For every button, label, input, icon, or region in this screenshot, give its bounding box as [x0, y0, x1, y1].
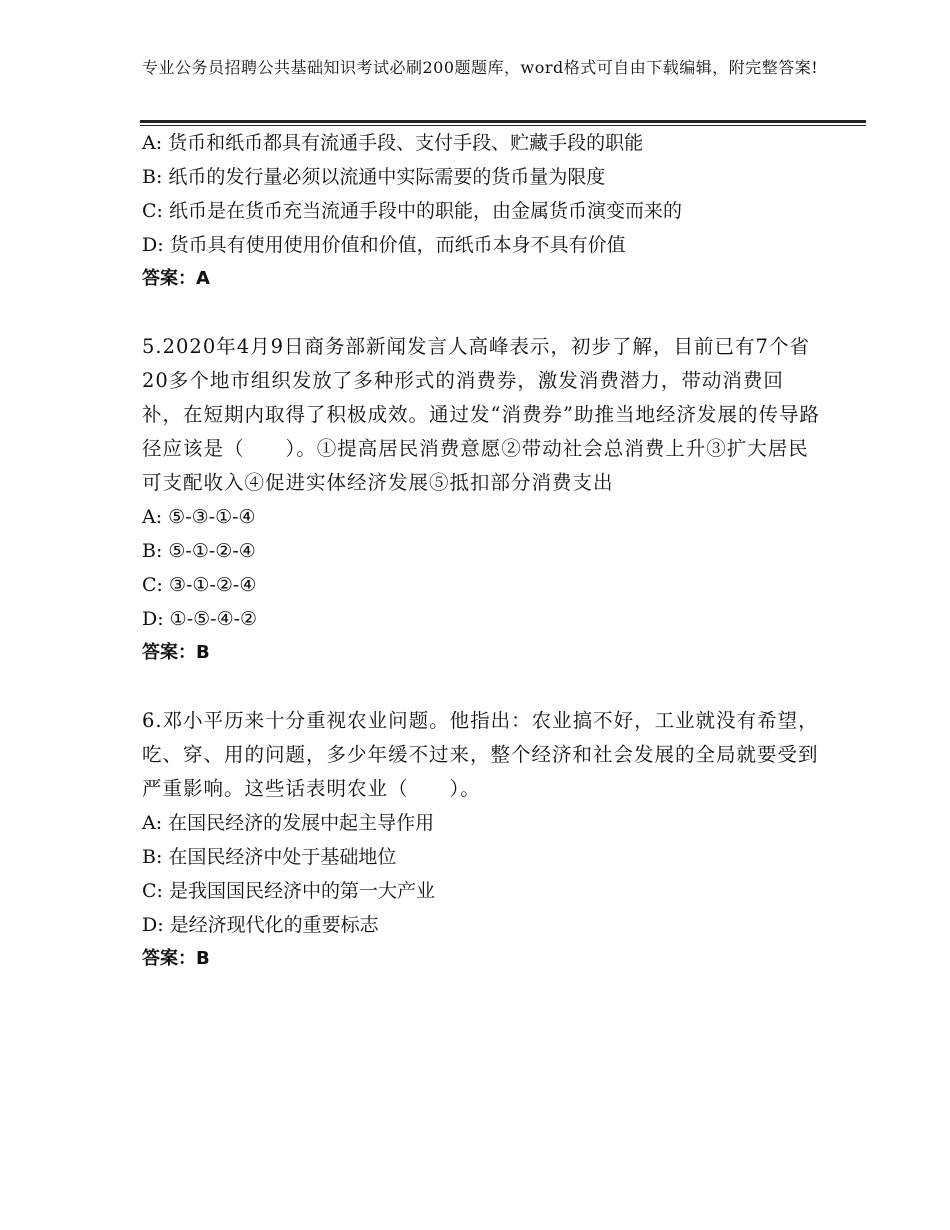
option-a: A: 货币和纸币都具有流通手段、支付手段、贮藏手段的职能 — [142, 132, 644, 154]
spacer — [142, 670, 822, 704]
option-d: D: 货币具有使用使用价值和价值，而纸币本身不具有价值 — [142, 234, 626, 256]
question-stem: 6.邓小平历来十分重视农业问题。他指出：农业搞不好，工业就没有希望，吃、穿、用的问题，多少年缓不过来，整个经济和社会发展的全局就要受到严重影响。这些话表明农业（ ）。 — [142, 709, 819, 800]
question-6 — [142, 704, 822, 976]
answer: 答案：B — [142, 948, 210, 969]
option-a: A: 在国民经济的发展中起主导作用 — [142, 812, 435, 834]
question-5 — [142, 330, 822, 670]
option-a: A: ⑤-③-①-④ — [142, 506, 256, 528]
option-c: C: 纸币是在货币充当流通手段中的职能，由金属货币演变而来的 — [142, 200, 682, 222]
option-d: D: 是经济现代化的重要标志 — [142, 914, 379, 936]
question-content — [142, 126, 822, 976]
header-divider-thick — [140, 120, 866, 123]
question-stem: 5.2020年4月9日商务部新闻发言人高峰表示，初步了解，目前已有7个省20多个地市组织发放了多种形式的消费券，激发消费潜力，带动消费回补，在短期内取得了积极成效。通过发“消费券”助推当地经济发展的传导路径应该是（ ）。①提高居民消费意愿②带动社会总消费上升③扩大居民可支配收入④促进实体经济发展⑤抵扣部分消费支出 — [142, 335, 820, 494]
option-b: B: 在国民经济中处于基础地位 — [142, 846, 397, 868]
spacer — [142, 296, 822, 330]
option-b: B: ⑤-①-②-④ — [142, 540, 256, 562]
option-c: C: 是我国国民经济中的第一大产业 — [142, 880, 435, 902]
answer: 答案：A — [142, 268, 210, 289]
answer: 答案：B — [142, 642, 210, 663]
option-c: C: ③-①-②-④ — [142, 574, 257, 596]
page-header: 专业公务员招聘公共基础知识考试必刷200题题库，word格式可自由下载编辑，附完整答案! — [142, 58, 819, 77]
option-b: B: 纸币的发行量必须以流通中实际需要的货币量为限度 — [142, 166, 606, 188]
option-d: D: ①-⑤-④-② — [142, 608, 258, 630]
question-4 — [142, 126, 822, 296]
